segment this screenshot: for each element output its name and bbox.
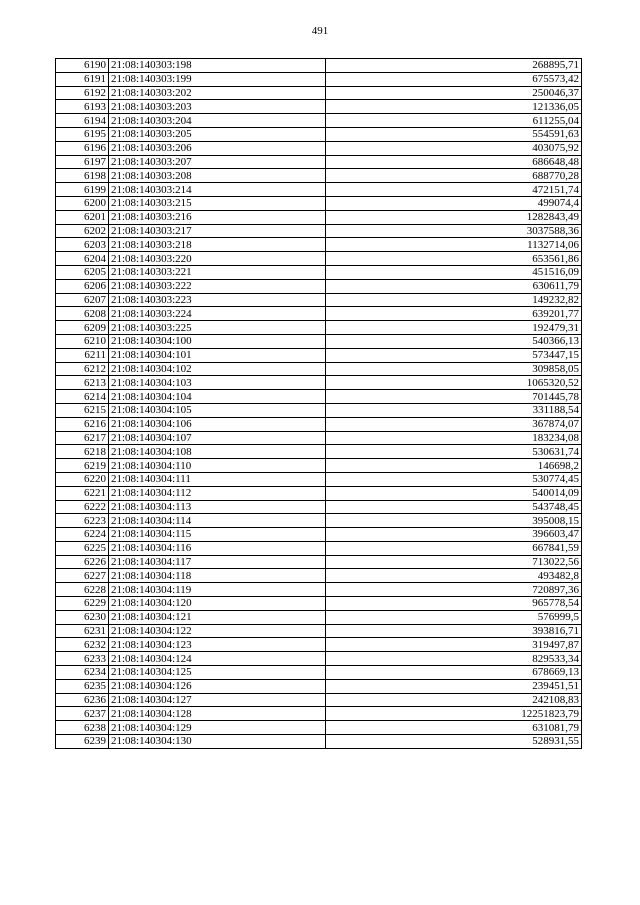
table-row <box>56 127 582 141</box>
table-row <box>56 183 582 197</box>
value-cell: 367874,07 <box>326 417 582 431</box>
cadastral-number-cell: 21:08:140304:103 <box>109 376 326 390</box>
table-row <box>56 514 582 528</box>
cadastral-number-cell: 21:08:140304:102 <box>109 362 326 376</box>
value-cell: 319497,87 <box>326 638 582 652</box>
table-row <box>56 652 582 666</box>
cadastral-number-cell: 21:08:140304:105 <box>109 403 326 417</box>
row-number-cell: 6213 <box>56 376 109 390</box>
value-cell: 499074,4 <box>326 196 582 210</box>
value-cell: 543748,45 <box>326 500 582 514</box>
table-row <box>56 293 582 307</box>
value-cell: 1282843,49 <box>326 210 582 224</box>
value-cell: 331188,54 <box>326 403 582 417</box>
cadastral-number-cell: 21:08:140303:222 <box>109 279 326 293</box>
table-row <box>56 279 582 293</box>
value-cell: 540014,09 <box>326 486 582 500</box>
value-cell: 554591,63 <box>326 127 582 141</box>
value-cell: 493482,8 <box>326 569 582 583</box>
row-number-cell: 6203 <box>56 238 109 252</box>
cadastral-number-cell: 21:08:140303:225 <box>109 321 326 335</box>
table-row <box>56 321 582 335</box>
row-number-cell: 6224 <box>56 528 109 542</box>
row-number-cell: 6228 <box>56 583 109 597</box>
row-number-cell: 6231 <box>56 624 109 638</box>
table-row <box>56 541 582 555</box>
value-cell: 686648,48 <box>326 155 582 169</box>
row-number-cell: 6222 <box>56 500 109 514</box>
value-cell: 12251823,79 <box>326 707 582 721</box>
row-number-cell: 6194 <box>56 114 109 128</box>
cadastral-number-cell: 21:08:140304:116 <box>109 541 326 555</box>
value-cell: 396603,47 <box>326 528 582 542</box>
row-number-cell: 6232 <box>56 638 109 652</box>
cadastral-number-cell: 21:08:140303:207 <box>109 155 326 169</box>
cadastral-number-cell: 21:08:140304:127 <box>109 693 326 707</box>
value-cell: 653561,86 <box>326 252 582 266</box>
cadastral-number-cell: 21:08:140304:110 <box>109 459 326 473</box>
page-number: 491 <box>311 25 329 37</box>
value-cell: 829533,34 <box>326 652 582 666</box>
value-cell: 611255,04 <box>326 114 582 128</box>
table-row <box>56 721 582 735</box>
table-row <box>56 445 582 459</box>
cadastral-number-cell: 21:08:140303:204 <box>109 114 326 128</box>
table-row <box>56 555 582 569</box>
cadastral-number-cell: 21:08:140303:214 <box>109 183 326 197</box>
cadastral-number-cell: 21:08:140304:107 <box>109 431 326 445</box>
cadastral-number-cell: 21:08:140303:198 <box>109 59 326 73</box>
table-row <box>56 224 582 238</box>
cadastral-number-cell: 21:08:140303:215 <box>109 196 326 210</box>
row-number-cell: 6208 <box>56 307 109 321</box>
row-number-cell: 6227 <box>56 569 109 583</box>
table-row <box>56 610 582 624</box>
table-row <box>56 679 582 693</box>
cadastral-number-cell: 21:08:140304:123 <box>109 638 326 652</box>
row-number-cell: 6195 <box>56 127 109 141</box>
value-cell: 630611,79 <box>326 279 582 293</box>
value-cell: 540366,13 <box>326 334 582 348</box>
table-row <box>56 459 582 473</box>
value-cell: 451516,09 <box>326 265 582 279</box>
cadastral-number-cell: 21:08:140303:223 <box>109 293 326 307</box>
table-row <box>56 72 582 86</box>
table-row <box>56 59 582 73</box>
value-cell: 242108,83 <box>326 693 582 707</box>
cadastral-number-cell: 21:08:140304:111 <box>109 472 326 486</box>
row-number-cell: 6196 <box>56 141 109 155</box>
cadastral-number-cell: 21:08:140304:125 <box>109 666 326 680</box>
row-number-cell: 6204 <box>56 252 109 266</box>
row-number-cell: 6221 <box>56 486 109 500</box>
row-number-cell: 6199 <box>56 183 109 197</box>
row-number-cell: 6191 <box>56 72 109 86</box>
registry-table-body <box>56 59 582 749</box>
table-row <box>56 196 582 210</box>
cadastral-number-cell: 21:08:140304:121 <box>109 610 326 624</box>
value-cell: 720897,36 <box>326 583 582 597</box>
value-cell: 688770,28 <box>326 169 582 183</box>
row-number-cell: 6236 <box>56 693 109 707</box>
row-number-cell: 6202 <box>56 224 109 238</box>
row-number-cell: 6225 <box>56 541 109 555</box>
value-cell: 250046,37 <box>326 86 582 100</box>
cadastral-number-cell: 21:08:140303:202 <box>109 86 326 100</box>
value-cell: 121336,05 <box>326 100 582 114</box>
row-number-cell: 6212 <box>56 362 109 376</box>
table-row <box>56 472 582 486</box>
table-row <box>56 307 582 321</box>
row-number-cell: 6234 <box>56 666 109 680</box>
value-cell: 667841,59 <box>326 541 582 555</box>
row-number-cell: 6209 <box>56 321 109 335</box>
cadastral-number-cell: 21:08:140303:220 <box>109 252 326 266</box>
row-number-cell: 6237 <box>56 707 109 721</box>
table-row <box>56 100 582 114</box>
row-number-cell: 6206 <box>56 279 109 293</box>
value-cell: 268895,71 <box>326 59 582 73</box>
table-row <box>56 390 582 404</box>
table-row <box>56 334 582 348</box>
row-number-cell: 6207 <box>56 293 109 307</box>
table-row <box>56 431 582 445</box>
value-cell: 678669,13 <box>326 666 582 680</box>
row-number-cell: 6229 <box>56 597 109 611</box>
cadastral-number-cell: 21:08:140304:122 <box>109 624 326 638</box>
cadastral-number-cell: 21:08:140304:120 <box>109 597 326 611</box>
table-row <box>56 141 582 155</box>
row-number-cell: 6210 <box>56 334 109 348</box>
table-row <box>56 114 582 128</box>
row-number-cell: 6190 <box>56 59 109 73</box>
value-cell: 576999,5 <box>326 610 582 624</box>
cadastral-number-cell: 21:08:140303:216 <box>109 210 326 224</box>
row-number-cell: 6219 <box>56 459 109 473</box>
cadastral-number-cell: 21:08:140303:218 <box>109 238 326 252</box>
row-number-cell: 6216 <box>56 417 109 431</box>
table-row <box>56 500 582 514</box>
row-number-cell: 6238 <box>56 721 109 735</box>
table-row <box>56 569 582 583</box>
cadastral-number-cell: 21:08:140304:112 <box>109 486 326 500</box>
row-number-cell: 6235 <box>56 679 109 693</box>
table-row <box>56 597 582 611</box>
row-number-cell: 6215 <box>56 403 109 417</box>
table-row <box>56 348 582 362</box>
cadastral-number-cell: 21:08:140304:128 <box>109 707 326 721</box>
table-row <box>56 624 582 638</box>
cadastral-number-cell: 21:08:140304:114 <box>109 514 326 528</box>
table-row <box>56 528 582 542</box>
table-row <box>56 638 582 652</box>
cadastral-number-cell: 21:08:140303:208 <box>109 169 326 183</box>
cadastral-number-cell: 21:08:140304:104 <box>109 390 326 404</box>
value-cell: 395008,15 <box>326 514 582 528</box>
row-number-cell: 6193 <box>56 100 109 114</box>
cadastral-number-cell: 21:08:140303:203 <box>109 100 326 114</box>
cadastral-number-cell: 21:08:140304:117 <box>109 555 326 569</box>
value-cell: 239451,51 <box>326 679 582 693</box>
cadastral-number-cell: 21:08:140304:108 <box>109 445 326 459</box>
row-number-cell: 6197 <box>56 155 109 169</box>
table-row <box>56 86 582 100</box>
value-cell: 965778,54 <box>326 597 582 611</box>
row-number-cell: 6214 <box>56 390 109 404</box>
row-number-cell: 6200 <box>56 196 109 210</box>
row-number-cell: 6198 <box>56 169 109 183</box>
value-cell: 530631,74 <box>326 445 582 459</box>
value-cell: 403075,92 <box>326 141 582 155</box>
cadastral-number-cell: 21:08:140303:224 <box>109 307 326 321</box>
table-row <box>56 486 582 500</box>
value-cell: 530774,45 <box>326 472 582 486</box>
value-cell: 1132714,06 <box>326 238 582 252</box>
table-row <box>56 666 582 680</box>
table-row <box>56 362 582 376</box>
value-cell: 573447,15 <box>326 348 582 362</box>
cadastral-number-cell: 21:08:140304:101 <box>109 348 326 362</box>
row-number-cell: 6201 <box>56 210 109 224</box>
cadastral-number-cell: 21:08:140304:119 <box>109 583 326 597</box>
table-row <box>56 735 582 749</box>
row-number-cell: 6205 <box>56 265 109 279</box>
value-cell: 631081,79 <box>326 721 582 735</box>
value-cell: 183234,08 <box>326 431 582 445</box>
value-cell: 149232,82 <box>326 293 582 307</box>
cadastral-number-cell: 21:08:140304:124 <box>109 652 326 666</box>
table-row <box>56 403 582 417</box>
table-row <box>56 238 582 252</box>
table-row <box>56 707 582 721</box>
table-row <box>56 265 582 279</box>
cadastral-number-cell: 21:08:140304:100 <box>109 334 326 348</box>
value-cell: 393816,71 <box>326 624 582 638</box>
row-number-cell: 6211 <box>56 348 109 362</box>
cadastral-number-cell: 21:08:140303:206 <box>109 141 326 155</box>
table-row <box>56 417 582 431</box>
row-number-cell: 6220 <box>56 472 109 486</box>
cadastral-number-cell: 21:08:140304:129 <box>109 721 326 735</box>
table-row <box>56 252 582 266</box>
cadastral-number-cell: 21:08:140303:217 <box>109 224 326 238</box>
cadastral-number-cell: 21:08:140304:126 <box>109 679 326 693</box>
value-cell: 639201,77 <box>326 307 582 321</box>
table-row <box>56 169 582 183</box>
registry-table <box>55 58 582 749</box>
value-cell: 3037588,36 <box>326 224 582 238</box>
table-row <box>56 376 582 390</box>
table-row <box>56 155 582 169</box>
value-cell: 472151,74 <box>326 183 582 197</box>
table-row <box>56 583 582 597</box>
row-number-cell: 6230 <box>56 610 109 624</box>
value-cell: 309858,05 <box>326 362 582 376</box>
value-cell: 528931,55 <box>326 735 582 749</box>
value-cell: 1065320,52 <box>326 376 582 390</box>
value-cell: 146698,2 <box>326 459 582 473</box>
table-row <box>56 210 582 224</box>
row-number-cell: 6192 <box>56 86 109 100</box>
cadastral-number-cell: 21:08:140304:118 <box>109 569 326 583</box>
value-cell: 192479,31 <box>326 321 582 335</box>
row-number-cell: 6217 <box>56 431 109 445</box>
cadastral-number-cell: 21:08:140303:199 <box>109 72 326 86</box>
cadastral-number-cell: 21:08:140304:115 <box>109 528 326 542</box>
cadastral-number-cell: 21:08:140303:205 <box>109 127 326 141</box>
value-cell: 713022,56 <box>326 555 582 569</box>
cadastral-number-cell: 21:08:140303:221 <box>109 265 326 279</box>
row-number-cell: 6239 <box>56 735 109 749</box>
table-row <box>56 693 582 707</box>
value-cell: 675573,42 <box>326 72 582 86</box>
row-number-cell: 6233 <box>56 652 109 666</box>
value-cell: 701445,78 <box>326 390 582 404</box>
cadastral-number-cell: 21:08:140304:106 <box>109 417 326 431</box>
row-number-cell: 6218 <box>56 445 109 459</box>
row-number-cell: 6226 <box>56 555 109 569</box>
cadastral-number-cell: 21:08:140304:113 <box>109 500 326 514</box>
cadastral-number-cell: 21:08:140304:130 <box>109 735 326 749</box>
row-number-cell: 6223 <box>56 514 109 528</box>
